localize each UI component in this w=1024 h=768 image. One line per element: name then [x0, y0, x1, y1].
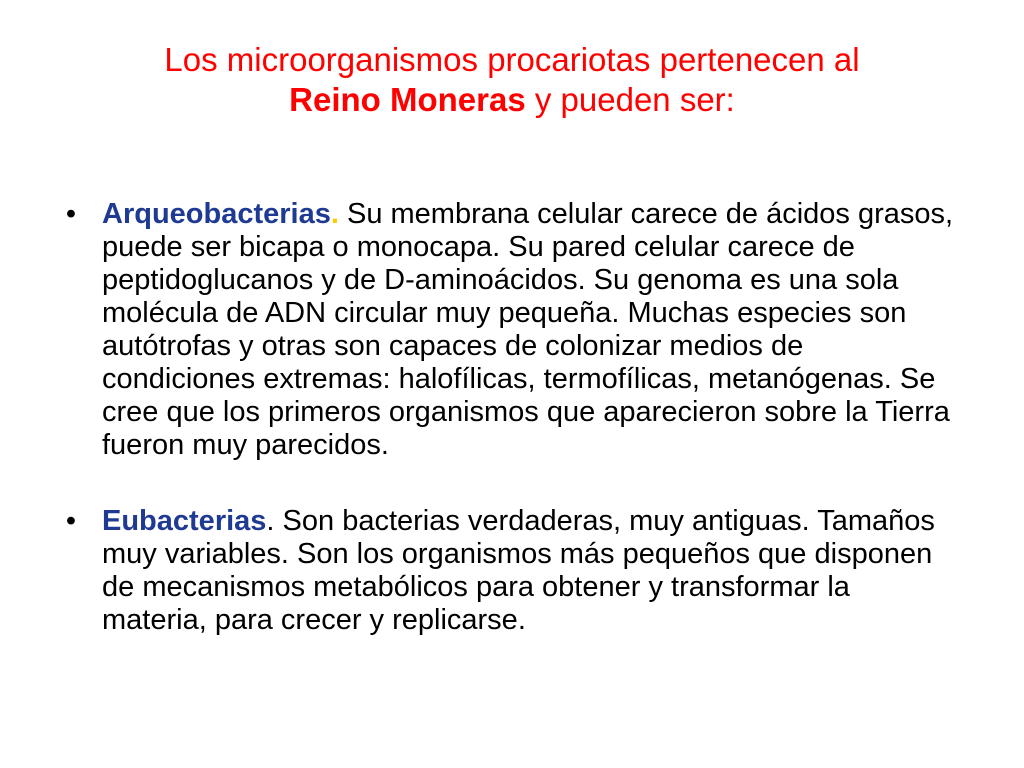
term-period: . — [266, 505, 275, 537]
bullet-list — [60, 198, 960, 637]
bullet-text: Su membrana celular carece de ácidos grasos, puede ser bicapa o monocapa. Su pared celular carece de peptidoglucanos y de D-aminoácidos. Su genoma es una sola molécula de ADN circular muy pequeña. Muchas especies son autótrofas y otras son capaces de colonizar medios de condiciones extremas: halofílicas, termofílicas, metanógenas. Se cree que los primeros organismos que aparecieron sobre la Tierra fueron muy parecidos. — [102, 198, 954, 461]
bullet-eubacterias — [60, 505, 960, 637]
bullet-arqueobacterias — [60, 198, 960, 462]
title-rest: y pueden ser: — [525, 81, 735, 118]
title-emphasis: Reino Moneras — [289, 81, 526, 118]
title-line-1: Los microorganismos procariotas pertenecen al — [164, 41, 860, 78]
term-arqueobacterias: Arqueobacterias — [102, 198, 331, 230]
bullet-marker: • — [65, 198, 77, 230]
slide-title — [60, 40, 964, 120]
bullet-marker: • — [65, 505, 77, 537]
term-eubacterias: Eubacterias — [102, 505, 267, 537]
term-period: . — [330, 198, 339, 230]
bullet-text: Son bacterias verdaderas, muy antiguas. Tamaños muy variables. Son los organismos más pequeños que disponen de mecanismos metabólicos para obtener y transformar la materia, para crecer y replicarse. — [102, 505, 935, 636]
